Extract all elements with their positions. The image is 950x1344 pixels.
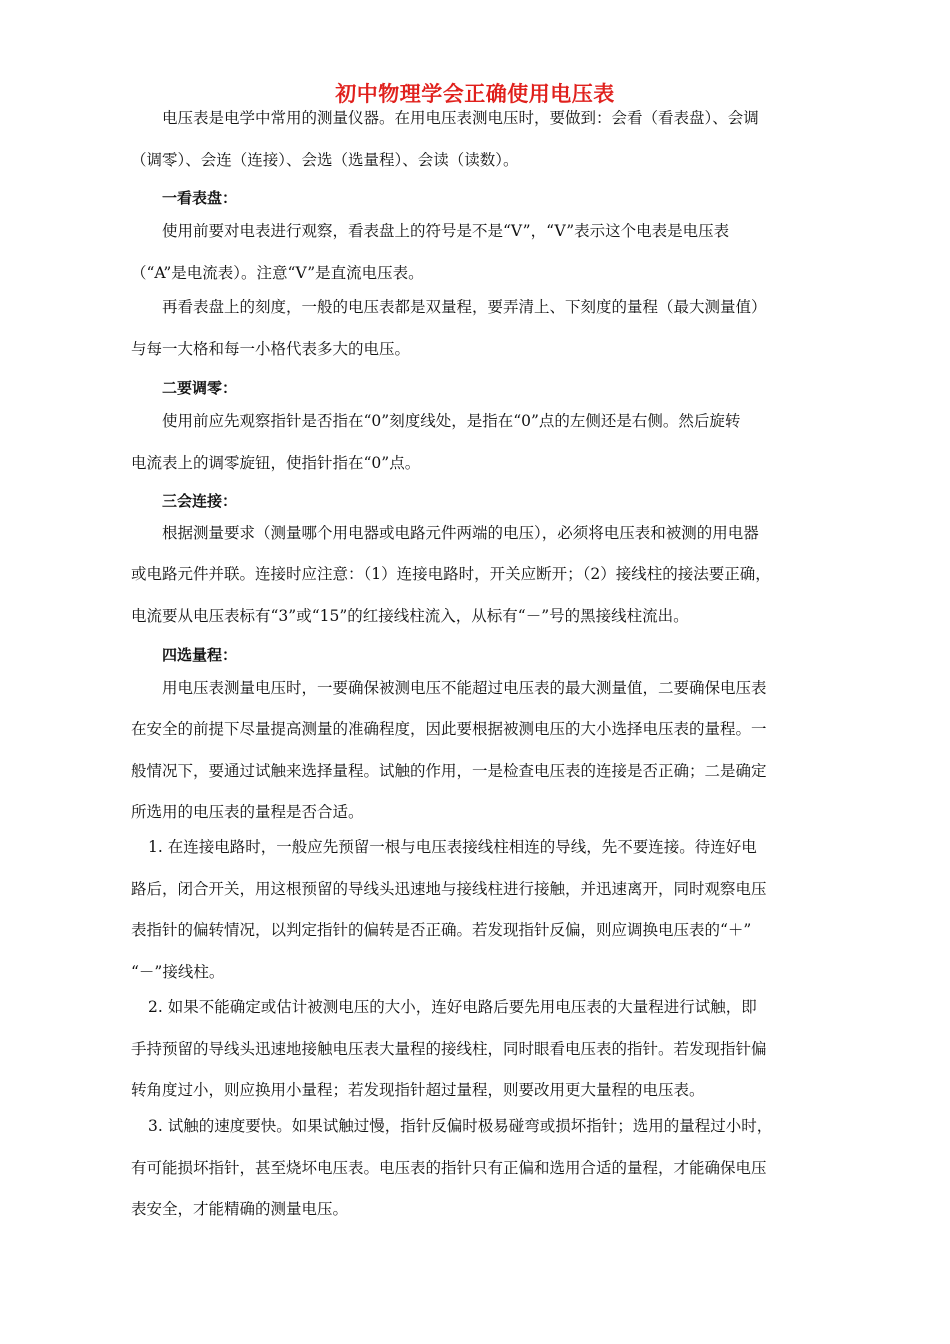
list-item-line: 2. 如果不能确定或估计被测电压的大小，连好电路后要先用电压表的大量程进行试触，即 [148, 998, 757, 1016]
list-item-line: 1. 在连接电路时，一般应先预留一根与电压表接线柱相连的导线，先不要连接。待连好电 [148, 838, 757, 856]
section-heading: 三会连接： [162, 492, 238, 510]
paragraph-line: 在安全的前提下尽量提高测量的准确程度，因此要根据被测电压的大小选择电压表的量程。一 [131, 720, 767, 738]
list-item-line: 表安全，才能精确的测量电压。 [131, 1200, 349, 1218]
paragraph-line: 使用前要对电表进行观察，看表盘上的符号是不是“V”，“V”表示这个电表是电压表 [162, 222, 730, 240]
list-item-line: 有可能损坏指针，甚至烧坏电压表。电压表的指针只有正偏和选用合适的量程，才能确保电压 [131, 1159, 767, 1177]
list-item-line: 手持预留的导线头迅速地接触电压表大量程的接线柱，同时眼看电压表的指针。若发现指针偏 [131, 1040, 767, 1058]
list-item-line: 3. 试触的速度要快。如果试触过慢，指针反偏时极易碰弯或损坏指针；选用的量程过小时， [148, 1117, 773, 1135]
paragraph-line: 使用前应先观察指针是否指在“0”刻度线处，是指在“0”点的左侧还是右侧。然后旋转 [162, 412, 741, 430]
paragraph-line: 与每一大格和每一小格代表多大的电压。 [131, 340, 411, 358]
paragraph-line: 再看表盘上的刻度，一般的电压表都是双量程，要弄清上、下刻度的量程（最大测量值） [162, 298, 767, 316]
section-heading: 二要调零： [162, 379, 238, 397]
paragraph-line: 电流要从电压表标有“3”或“15”的红接线柱流入，从标有“－”号的黑接线柱流出。 [131, 607, 689, 625]
section-heading: 四选量程： [162, 646, 238, 664]
paragraph-line: （“A”是电流表）。注意“V”是直流电压表。 [131, 264, 424, 282]
paragraph-line: 所选用的电压表的量程是否合适。 [131, 803, 364, 821]
paragraph-line: 电流表上的调零旋钮，使指针指在“0”点。 [131, 454, 421, 472]
section-heading: 一看表盘： [162, 189, 238, 207]
page-title: 初中物理学会正确使用电压表 [335, 82, 615, 106]
paragraph-line: 或电路元件并联。连接时应注意：（1）连接电路时，开关应断开；（2）接线柱的接法要正确， [131, 565, 771, 583]
paragraph-line: 般情况下，要通过试触来选择量程。试触的作用，一是检查电压表的连接是否正确；二是确定 [131, 762, 767, 780]
list-item-line: 转角度过小，则应换用小量程；若发现指针超过量程，则要改用更大量程的电压表。 [131, 1081, 705, 1099]
intro-line: （调零）、会连（连接）、会选（选量程）、会读（读数）。 [131, 151, 519, 169]
intro-line: 电压表是电学中常用的测量仪器。在用电压表测电压时，要做到：会看（看表盘）、会调 [162, 109, 759, 127]
list-item-line: 表指针的偏转情况，以判定指针的偏转是否正确。若发现指针反偏，则应调换电压表的“＋” [131, 921, 752, 939]
paragraph-line: 用电压表测量电压时，一要确保被测电压不能超过电压表的最大测量值，二要确保电压表 [162, 679, 767, 697]
paragraph-line: 根据测量要求（测量哪个用电器或电路元件两端的电压），必须将电压表和被测的用电器 [162, 524, 759, 542]
list-item-line: 路后，闭合开关，用这根预留的导线头迅速地与接线柱进行接触，并迅速离开，同时观察电压 [131, 880, 767, 898]
list-item-line: “－”接线柱。 [131, 963, 225, 981]
